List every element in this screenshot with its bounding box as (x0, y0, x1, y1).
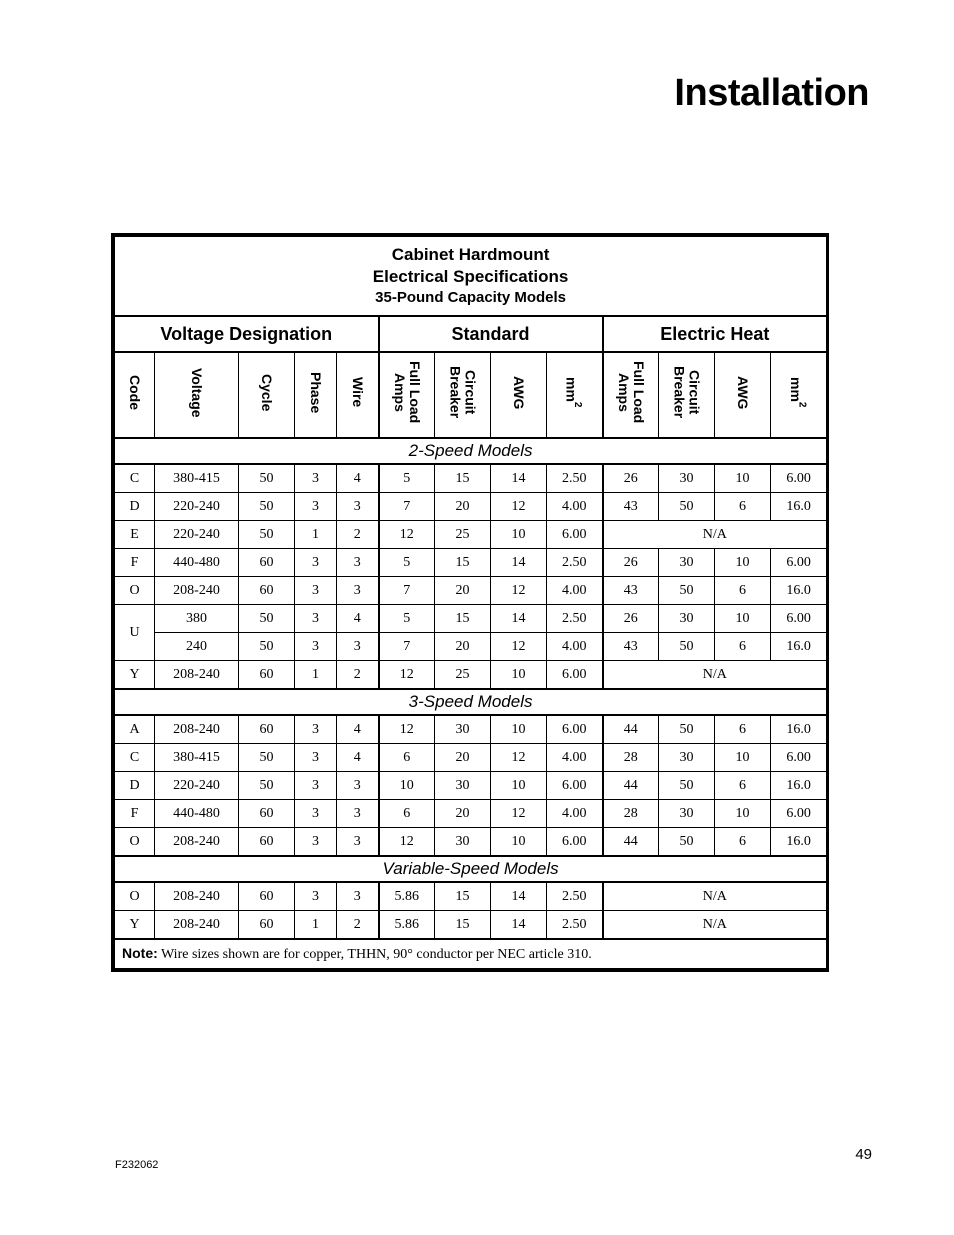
page-number: 49 (855, 1146, 872, 1163)
cell-std-mm2: 6.00 (547, 772, 603, 800)
cell-code: D (115, 493, 155, 521)
section-title-2-speed: 2-Speed Models (115, 438, 827, 464)
table-row (115, 715, 827, 744)
cell-std-awg: 12 (491, 493, 547, 521)
page-title: Installation (674, 72, 869, 114)
cell-eh-cb: 30 (659, 605, 715, 633)
cell-std-mm2: 6.00 (547, 661, 603, 690)
cell-std-fla: 6 (379, 800, 435, 828)
cell-phase: 3 (295, 828, 337, 857)
cell-std-fla: 5 (379, 464, 435, 493)
cell-std-fla: 7 (379, 633, 435, 661)
cell-phase: 3 (295, 464, 337, 493)
table-row (115, 577, 827, 605)
cell-std-awg: 10 (491, 661, 547, 690)
cell-eh-cb: 50 (659, 828, 715, 857)
cell-eh-cb: 50 (659, 633, 715, 661)
cell-eh-cb: 30 (659, 744, 715, 772)
cell-std-awg: 10 (491, 772, 547, 800)
col-header-eh-circuit-breaker: Circuit Breaker (659, 352, 715, 438)
cell-wire: 2 (337, 911, 379, 940)
cell-std-cb: 15 (435, 911, 491, 940)
cell-wire: 3 (337, 577, 379, 605)
cell-eh-cb: 30 (659, 549, 715, 577)
cell-std-awg: 14 (491, 549, 547, 577)
cell-eh-mm2: 16.0 (771, 493, 827, 521)
cell-std-mm2: 2.50 (547, 549, 603, 577)
cell-std-cb: 20 (435, 493, 491, 521)
cell-eh-fla: 26 (603, 464, 659, 493)
cell-std-fla: 6 (379, 744, 435, 772)
cell-std-mm2: 6.00 (547, 715, 603, 744)
cell-wire: 3 (337, 772, 379, 800)
cell-eh-awg: 6 (715, 633, 771, 661)
cell-std-fla: 10 (379, 772, 435, 800)
col-header-code: Code (115, 352, 155, 438)
cell-voltage: 380-415 (155, 744, 239, 772)
cell-std-mm2: 4.00 (547, 493, 603, 521)
cell-std-awg: 14 (491, 605, 547, 633)
cell-phase: 3 (295, 577, 337, 605)
table-row (115, 828, 827, 857)
cell-std-cb: 30 (435, 772, 491, 800)
cell-voltage: 208-240 (155, 882, 239, 911)
cell-std-cb: 15 (435, 464, 491, 493)
cell-eh-awg: 6 (715, 828, 771, 857)
cell-eh-awg: 10 (715, 464, 771, 493)
cell-code: Y (115, 911, 155, 940)
cell-eh-fla: 43 (603, 633, 659, 661)
cell-std-mm2: 4.00 (547, 633, 603, 661)
cell-cycle: 60 (239, 800, 295, 828)
cell-cycle: 50 (239, 633, 295, 661)
section-title-3-speed: 3-Speed Models (115, 689, 827, 715)
cell-wire: 3 (337, 882, 379, 911)
electrical-spec-table (111, 233, 829, 972)
cell-phase: 3 (295, 633, 337, 661)
cell-eh-fla: 44 (603, 772, 659, 800)
cell-eh-fla: 28 (603, 800, 659, 828)
cell-std-fla: 7 (379, 577, 435, 605)
col-header-std-awg: AWG (491, 352, 547, 438)
cell-cycle: 50 (239, 772, 295, 800)
cell-code: O (115, 882, 155, 911)
cell-std-awg: 12 (491, 744, 547, 772)
cell-std-mm2: 2.50 (547, 605, 603, 633)
col-header-cycle: Cycle (239, 352, 295, 438)
cell-code: U (115, 605, 155, 661)
cell-cycle: 60 (239, 715, 295, 744)
table-row (115, 605, 827, 633)
cell-std-mm2: 2.50 (547, 882, 603, 911)
cell-phase: 1 (295, 911, 337, 940)
cell-std-mm2: 2.50 (547, 911, 603, 940)
cell-std-fla: 12 (379, 715, 435, 744)
cell-code: D (115, 772, 155, 800)
cell-std-mm2: 4.00 (547, 800, 603, 828)
cell-std-fla: 12 (379, 828, 435, 857)
cell-std-cb: 15 (435, 605, 491, 633)
cell-code: O (115, 577, 155, 605)
col-header-std-circuit-breaker: Circuit Breaker (435, 352, 491, 438)
cell-eh-mm2: 16.0 (771, 633, 827, 661)
cell-phase: 3 (295, 493, 337, 521)
cell-wire: 4 (337, 744, 379, 772)
cell-eh-fla: 26 (603, 549, 659, 577)
cell-std-fla: 5.86 (379, 882, 435, 911)
caption-line-3: 35-Pound Capacity Models (375, 289, 567, 306)
cell-cycle: 60 (239, 828, 295, 857)
cell-eh-mm2: 16.0 (771, 828, 827, 857)
table-note (115, 939, 827, 969)
cell-phase: 1 (295, 521, 337, 549)
cell-eh-mm2: 16.0 (771, 577, 827, 605)
cell-std-cb: 20 (435, 800, 491, 828)
cell-std-cb: 25 (435, 521, 491, 549)
cell-std-mm2: 2.50 (547, 464, 603, 493)
cell-std-cb: 30 (435, 828, 491, 857)
cell-wire: 2 (337, 521, 379, 549)
cell-phase: 3 (295, 882, 337, 911)
section-title-variable-speed: Variable-Speed Models (115, 856, 827, 882)
col-header-voltage: Voltage (155, 352, 239, 438)
cell-std-awg: 14 (491, 464, 547, 493)
cell-voltage: 208-240 (155, 911, 239, 940)
table-row (115, 661, 827, 690)
cell-code: F (115, 800, 155, 828)
cell-eh-fla: 44 (603, 828, 659, 857)
cell-std-awg: 10 (491, 715, 547, 744)
cell-voltage: 208-240 (155, 715, 239, 744)
col-header-eh-full-load-amps: Full Load Amps (603, 352, 659, 438)
cell-eh-fla: 43 (603, 577, 659, 605)
cell-phase: 3 (295, 772, 337, 800)
cell-eh-mm2: 16.0 (771, 772, 827, 800)
table-row (115, 772, 827, 800)
cell-eh-cb: 50 (659, 577, 715, 605)
cell-wire: 4 (337, 605, 379, 633)
cell-eh-mm2: 6.00 (771, 605, 827, 633)
cell-phase: 3 (295, 549, 337, 577)
note-text: Wire sizes shown are for copper, THHN, 90° conductor per NEC article 310. (161, 947, 592, 962)
cell-wire: 3 (337, 800, 379, 828)
cell-eh-awg: 10 (715, 605, 771, 633)
group-standard: Standard (379, 316, 603, 352)
note-label: Note: (122, 945, 158, 961)
cell-eh-mm2: 6.00 (771, 800, 827, 828)
cell-eh-not-applicable: N/A (603, 911, 827, 940)
table-row (115, 911, 827, 940)
cell-std-mm2: 4.00 (547, 577, 603, 605)
cell-voltage: 208-240 (155, 577, 239, 605)
cell-std-awg: 10 (491, 828, 547, 857)
col-header-phase: Phase (295, 352, 337, 438)
cell-eh-mm2: 6.00 (771, 744, 827, 772)
cell-code: O (115, 828, 155, 857)
cell-wire: 4 (337, 464, 379, 493)
cell-eh-not-applicable: N/A (603, 882, 827, 911)
cell-wire: 3 (337, 493, 379, 521)
cell-code: A (115, 715, 155, 744)
cell-std-fla: 7 (379, 493, 435, 521)
cell-std-fla: 12 (379, 521, 435, 549)
cell-eh-fla: 44 (603, 715, 659, 744)
cell-std-fla: 5 (379, 605, 435, 633)
cell-cycle: 50 (239, 493, 295, 521)
group-voltage-designation: Voltage Designation (115, 316, 379, 352)
cell-eh-awg: 10 (715, 549, 771, 577)
cell-eh-cb: 50 (659, 715, 715, 744)
table-caption (115, 237, 827, 317)
table-row (115, 633, 827, 661)
cell-std-awg: 14 (491, 882, 547, 911)
cell-cycle: 60 (239, 577, 295, 605)
cell-code: C (115, 744, 155, 772)
cell-voltage: 240 (155, 633, 239, 661)
cell-voltage: 208-240 (155, 661, 239, 690)
cell-cycle: 50 (239, 605, 295, 633)
cell-std-awg: 14 (491, 911, 547, 940)
cell-voltage: 440-480 (155, 549, 239, 577)
cell-code: Y (115, 661, 155, 690)
cell-eh-awg: 6 (715, 772, 771, 800)
cell-wire: 3 (337, 549, 379, 577)
cell-eh-fla: 26 (603, 605, 659, 633)
cell-eh-mm2: 6.00 (771, 464, 827, 493)
cell-std-cb: 20 (435, 744, 491, 772)
cell-phase: 1 (295, 661, 337, 690)
cell-cycle: 60 (239, 549, 295, 577)
cell-wire: 3 (337, 633, 379, 661)
cell-eh-awg: 10 (715, 744, 771, 772)
cell-std-cb: 20 (435, 577, 491, 605)
cell-voltage: 380-415 (155, 464, 239, 493)
cell-code: E (115, 521, 155, 549)
table-row (115, 744, 827, 772)
col-header-std-full-load-amps: Full Load Amps (379, 352, 435, 438)
cell-wire: 2 (337, 661, 379, 690)
cell-std-cb: 20 (435, 633, 491, 661)
cell-eh-not-applicable: N/A (603, 661, 827, 690)
cell-std-cb: 25 (435, 661, 491, 690)
cell-cycle: 60 (239, 911, 295, 940)
table-row (115, 464, 827, 493)
table-row (115, 521, 827, 549)
cell-cycle: 50 (239, 521, 295, 549)
cell-cycle: 50 (239, 464, 295, 493)
cell-eh-cb: 30 (659, 464, 715, 493)
cell-std-awg: 12 (491, 800, 547, 828)
cell-eh-cb: 50 (659, 493, 715, 521)
cell-code: C (115, 464, 155, 493)
cell-std-fla: 5 (379, 549, 435, 577)
cell-phase: 3 (295, 605, 337, 633)
cell-code: F (115, 549, 155, 577)
table-row (115, 882, 827, 911)
cell-eh-awg: 10 (715, 800, 771, 828)
cell-std-cb: 30 (435, 715, 491, 744)
cell-cycle: 60 (239, 882, 295, 911)
caption-line-1: Cabinet Hardmount (391, 245, 550, 264)
cell-voltage: 440-480 (155, 800, 239, 828)
cell-voltage: 220-240 (155, 772, 239, 800)
cell-std-mm2: 4.00 (547, 744, 603, 772)
cell-std-cb: 15 (435, 882, 491, 911)
cell-std-fla: 12 (379, 661, 435, 690)
cell-voltage: 380 (155, 605, 239, 633)
cell-eh-awg: 6 (715, 493, 771, 521)
cell-eh-awg: 6 (715, 577, 771, 605)
table-row (115, 549, 827, 577)
cell-cycle: 50 (239, 744, 295, 772)
cell-std-cb: 15 (435, 549, 491, 577)
cell-voltage: 220-240 (155, 521, 239, 549)
cell-wire: 3 (337, 828, 379, 857)
cell-voltage: 208-240 (155, 828, 239, 857)
cell-std-fla: 5.86 (379, 911, 435, 940)
col-header-wire: Wire (337, 352, 379, 438)
col-header-std-mm2: $mm^2$ (547, 352, 603, 438)
cell-phase: 3 (295, 715, 337, 744)
cell-phase: 3 (295, 800, 337, 828)
cell-cycle: 60 (239, 661, 295, 690)
cell-std-awg: 10 (491, 521, 547, 549)
cell-eh-cb: 50 (659, 772, 715, 800)
cell-eh-not-applicable: N/A (603, 521, 827, 549)
cell-std-awg: 12 (491, 577, 547, 605)
col-header-eh-awg: AWG (715, 352, 771, 438)
caption-line-2: Electrical Specifications (372, 267, 569, 286)
cell-eh-fla: 43 (603, 493, 659, 521)
cell-voltage: 220-240 (155, 493, 239, 521)
group-electric-heat: Electric Heat (603, 316, 827, 352)
cell-eh-mm2: 6.00 (771, 549, 827, 577)
cell-eh-mm2: 16.0 (771, 715, 827, 744)
document-id: F232062 (115, 1159, 159, 1171)
cell-eh-fla: 28 (603, 744, 659, 772)
cell-std-awg: 12 (491, 633, 547, 661)
table-row (115, 800, 827, 828)
col-header-eh-mm2: $mm^2$ (771, 352, 827, 438)
cell-eh-awg: 6 (715, 715, 771, 744)
cell-std-mm2: 6.00 (547, 828, 603, 857)
table-row (115, 493, 827, 521)
cell-std-mm2: 6.00 (547, 521, 603, 549)
cell-phase: 3 (295, 744, 337, 772)
cell-eh-cb: 30 (659, 800, 715, 828)
cell-wire: 4 (337, 715, 379, 744)
